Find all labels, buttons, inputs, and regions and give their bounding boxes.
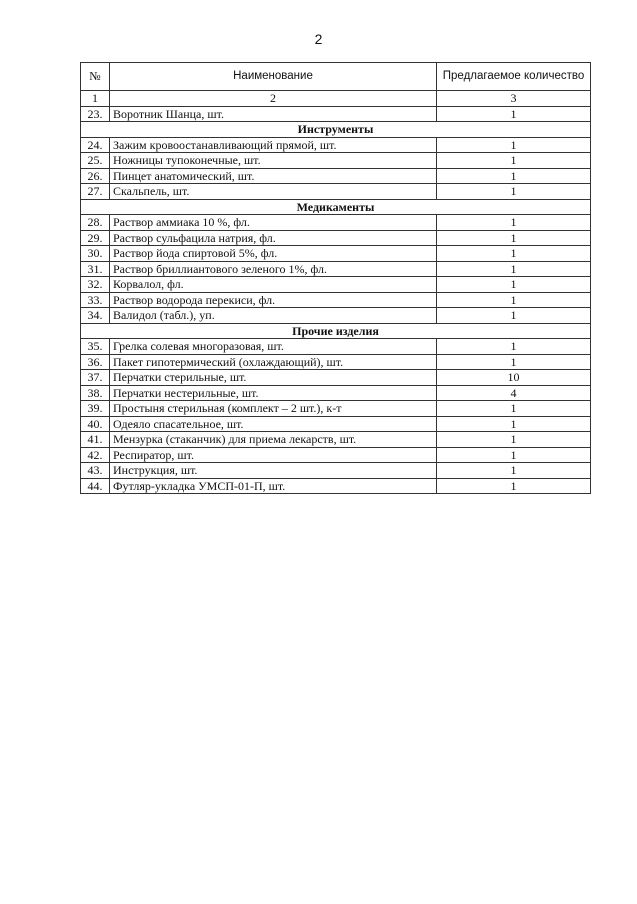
table-row: [81, 230, 591, 246]
row-number: 26.: [81, 168, 110, 184]
section-title: Прочие изделия: [81, 323, 591, 339]
row-name: Грелка солевая многоразовая, шт.: [110, 339, 437, 355]
row-number: 25.: [81, 153, 110, 169]
table-header-row: [81, 63, 591, 91]
row-number: 39.: [81, 401, 110, 417]
row-number: 35.: [81, 339, 110, 355]
section-row: [81, 199, 591, 215]
row-name: Футляр-укладка УМСП-01-П, шт.: [110, 478, 437, 494]
row-number: 27.: [81, 184, 110, 200]
row-name: Пакет гипотермический (охлаждающий), шт.: [110, 354, 437, 370]
table-body: [81, 91, 591, 494]
row-name: Одеяло спасательное, шт.: [110, 416, 437, 432]
row-quantity: 4: [437, 385, 591, 401]
row-name: Пинцет анатомический, шт.: [110, 168, 437, 184]
row-quantity: 1: [437, 416, 591, 432]
row-name: Зажим кровоостанавливающий прямой, шт.: [110, 137, 437, 153]
row-name: Скальпель, шт.: [110, 184, 437, 200]
table-row: [81, 292, 591, 308]
table-row: [81, 432, 591, 448]
row-quantity: 1: [437, 308, 591, 324]
row-number: 31.: [81, 261, 110, 277]
column-number-1: 1: [81, 91, 110, 107]
row-quantity: 1: [437, 292, 591, 308]
row-name: Перчатки нестерильные, шт.: [110, 385, 437, 401]
row-quantity: 1: [437, 432, 591, 448]
row-quantity: 1: [437, 106, 591, 122]
row-quantity: 1: [437, 339, 591, 355]
row-number: 42.: [81, 447, 110, 463]
row-name: Раствор водорода перекиси, фл.: [110, 292, 437, 308]
row-quantity: 1: [437, 261, 591, 277]
table-row: [81, 370, 591, 386]
row-number: 23.: [81, 106, 110, 122]
header-number: №: [81, 63, 110, 91]
section-row: [81, 122, 591, 138]
table-row: [81, 354, 591, 370]
column-number-row: [81, 91, 591, 107]
row-quantity: 1: [437, 137, 591, 153]
row-quantity: 1: [437, 447, 591, 463]
row-name: Ножницы тупоконечные, шт.: [110, 153, 437, 169]
row-name: Простыня стерильная (комплект – 2 шт.), к-т: [110, 401, 437, 417]
row-quantity: 1: [437, 153, 591, 169]
row-name: Раствор бриллиантового зеленого 1%, фл.: [110, 261, 437, 277]
row-number: 41.: [81, 432, 110, 448]
row-name: Раствор аммиака 10 %, фл.: [110, 215, 437, 231]
row-number: 40.: [81, 416, 110, 432]
table-row: [81, 168, 591, 184]
section-title: Инструменты: [81, 122, 591, 138]
row-name: Перчатки стерильные, шт.: [110, 370, 437, 386]
column-number-3: 3: [437, 91, 591, 107]
row-number: 28.: [81, 215, 110, 231]
row-quantity: 1: [437, 168, 591, 184]
row-name: Респиратор, шт.: [110, 447, 437, 463]
column-number-2: 2: [110, 91, 437, 107]
row-number: 37.: [81, 370, 110, 386]
row-quantity: 10: [437, 370, 591, 386]
header-quantity: Предлагаемое количество: [437, 63, 591, 91]
row-quantity: 1: [437, 354, 591, 370]
row-quantity: 1: [437, 230, 591, 246]
row-number: 34.: [81, 308, 110, 324]
row-number: 38.: [81, 385, 110, 401]
row-number: 33.: [81, 292, 110, 308]
section-row: [81, 323, 591, 339]
header-name: Наименование: [110, 63, 437, 91]
row-quantity: 1: [437, 463, 591, 479]
table-row: [81, 246, 591, 262]
table-row: [81, 215, 591, 231]
table-row: [81, 106, 591, 122]
row-name: Раствор сульфацила натрия, фл.: [110, 230, 437, 246]
row-name: Воротник Шанца, шт.: [110, 106, 437, 122]
supplies-table: [80, 62, 591, 494]
row-quantity: 1: [437, 401, 591, 417]
row-quantity: 1: [437, 478, 591, 494]
row-number: 32.: [81, 277, 110, 293]
row-name: Инструкция, шт.: [110, 463, 437, 479]
row-number: 30.: [81, 246, 110, 262]
page-number: 2: [314, 31, 323, 47]
table-row: [81, 401, 591, 417]
row-number: 44.: [81, 478, 110, 494]
row-name: Мензурка (стаканчик) для приема лекарств, шт.: [110, 432, 437, 448]
table-row: [81, 184, 591, 200]
table-row: [81, 308, 591, 324]
table-row: [81, 277, 591, 293]
table-row: [81, 339, 591, 355]
row-number: 29.: [81, 230, 110, 246]
row-number: 24.: [81, 137, 110, 153]
table-row: [81, 137, 591, 153]
row-name: Раствор йода спиртовой 5%, фл.: [110, 246, 437, 262]
table-row: [81, 416, 591, 432]
table-row: [81, 385, 591, 401]
row-name: Валидол (табл.), уп.: [110, 308, 437, 324]
row-number: 36.: [81, 354, 110, 370]
table-row: [81, 478, 591, 494]
table-row: [81, 463, 591, 479]
row-quantity: 1: [437, 215, 591, 231]
table-row: [81, 153, 591, 169]
table-row: [81, 261, 591, 277]
table-row: [81, 447, 591, 463]
section-title: Медикаменты: [81, 199, 591, 215]
row-number: 43.: [81, 463, 110, 479]
row-quantity: 1: [437, 184, 591, 200]
row-quantity: 1: [437, 246, 591, 262]
row-quantity: 1: [437, 277, 591, 293]
row-name: Корвалол, фл.: [110, 277, 437, 293]
